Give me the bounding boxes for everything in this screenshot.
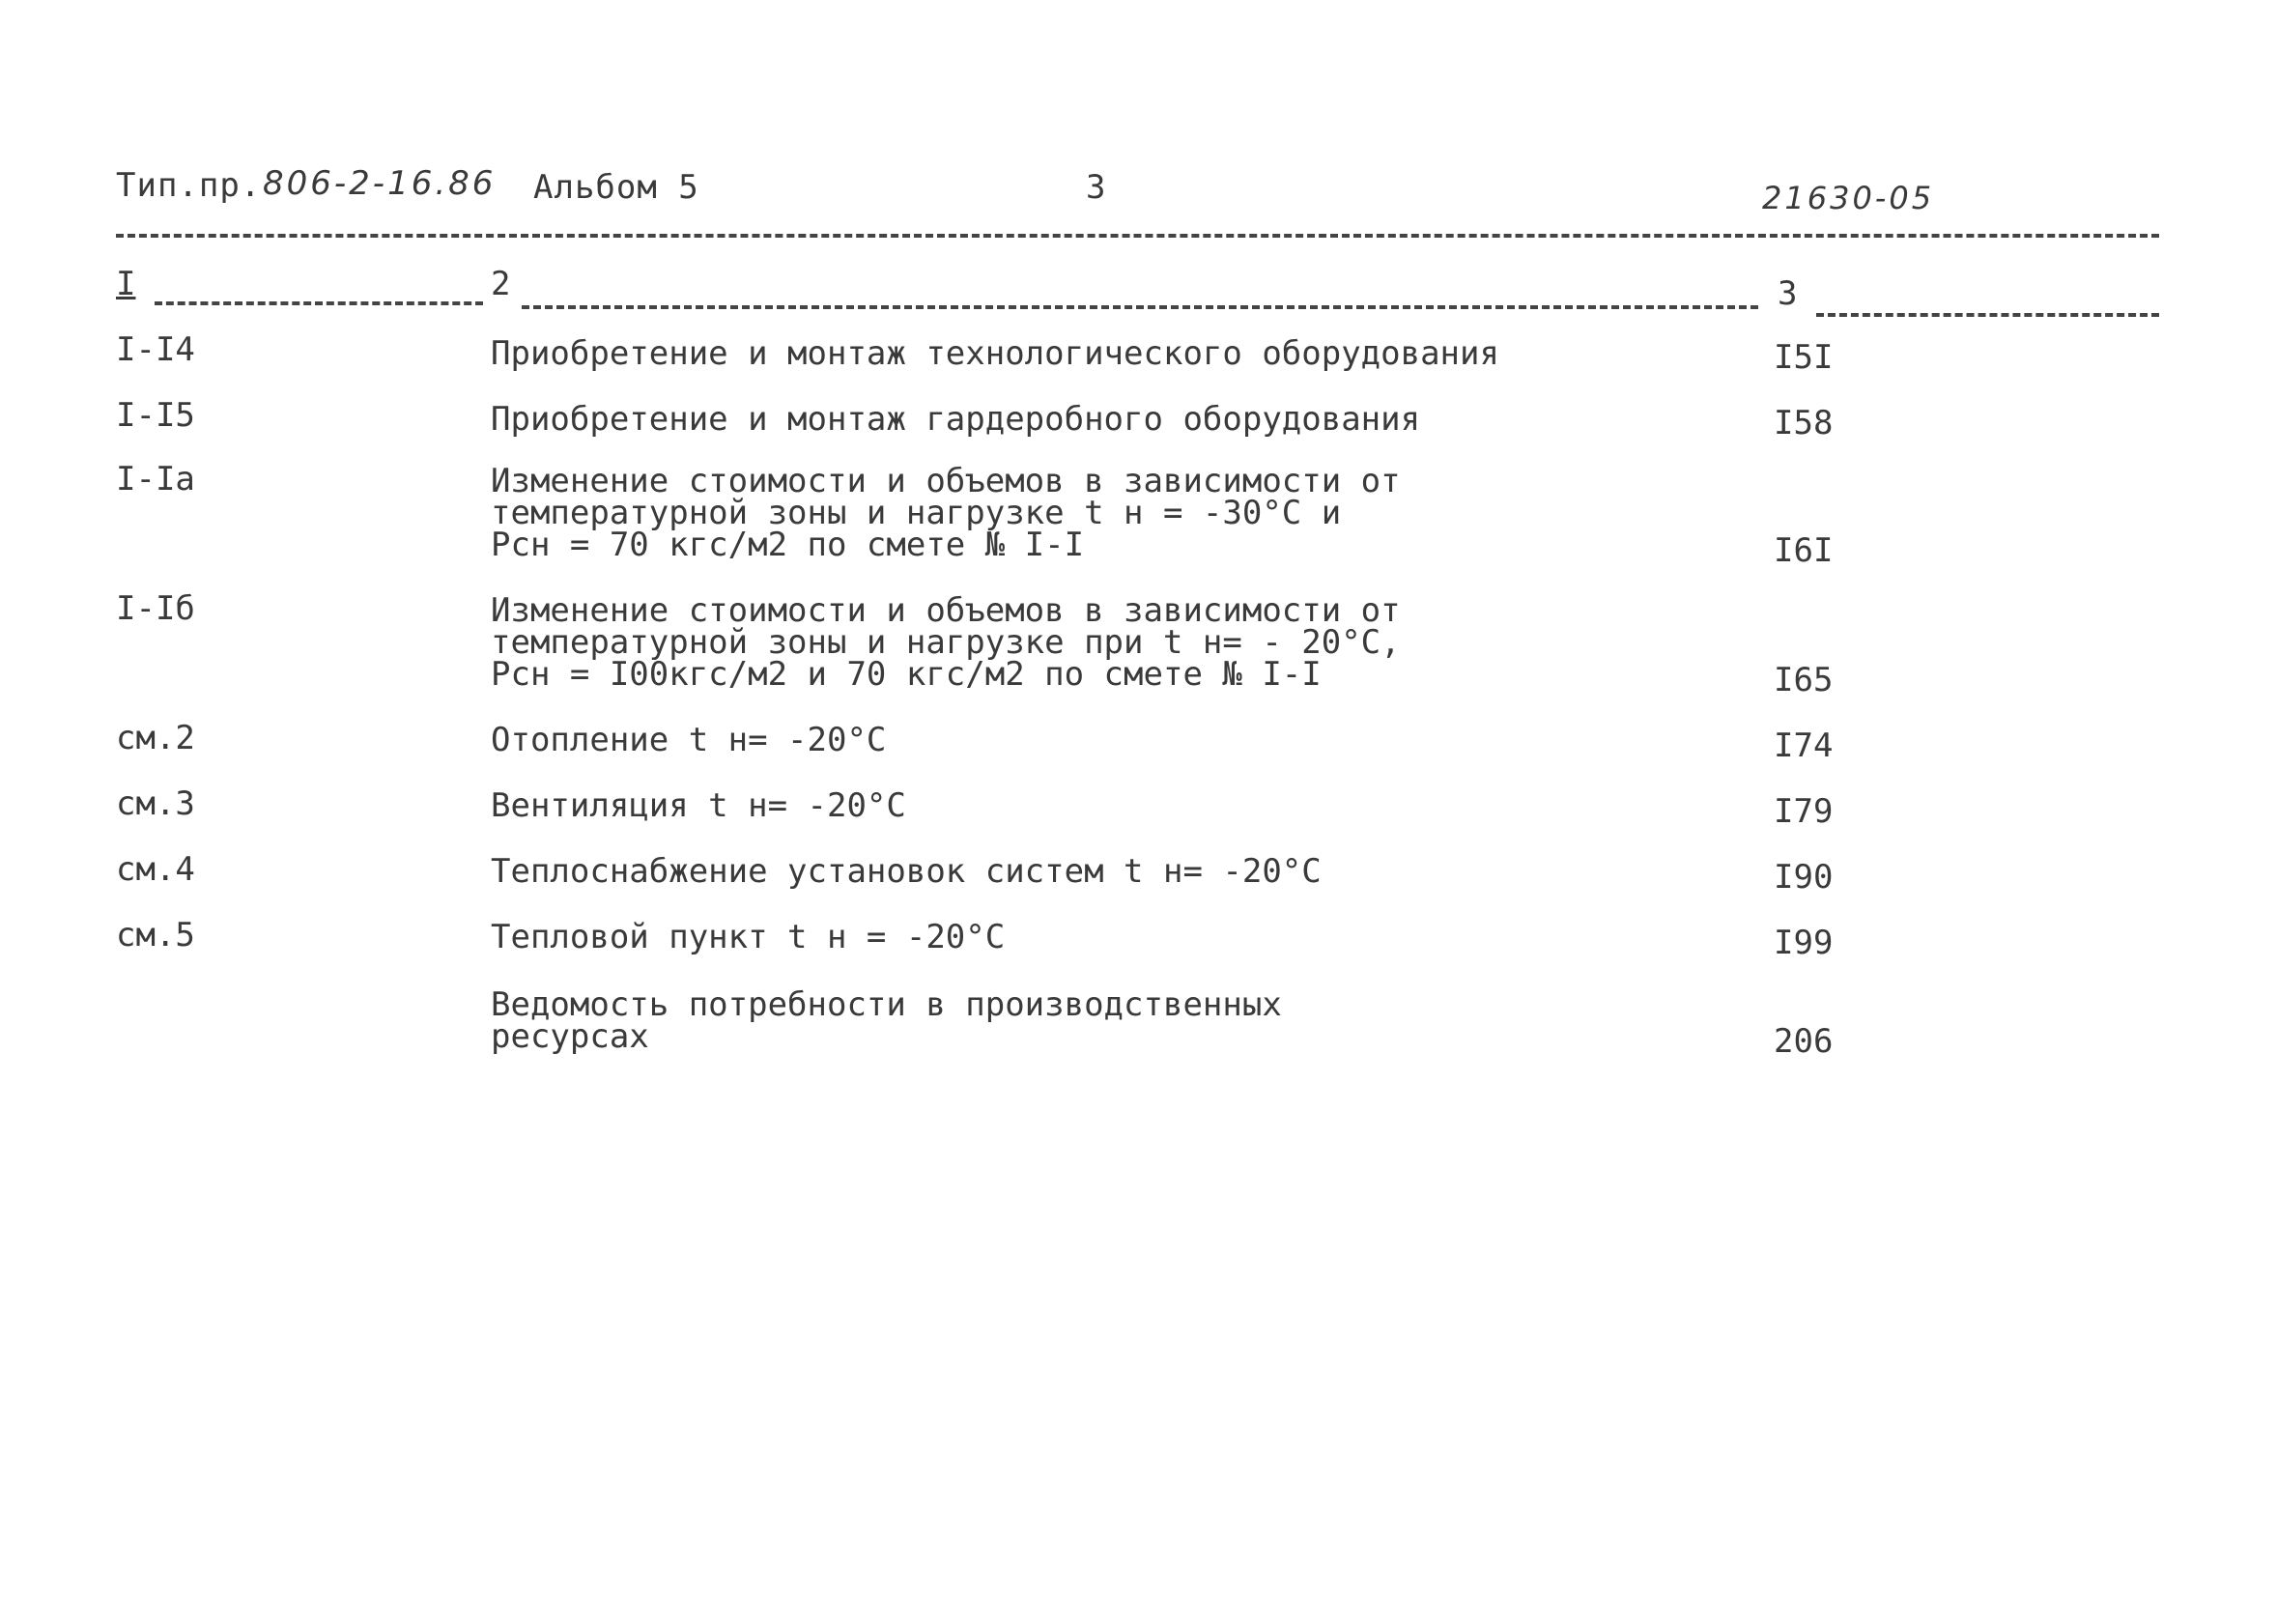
row-code: см.2 bbox=[116, 719, 195, 757]
column-header-rule-3 bbox=[1816, 313, 2159, 317]
header-project-number: 806-2-16.86 bbox=[263, 164, 497, 203]
row-page: I5I bbox=[1774, 338, 1834, 377]
header-album: Альбом 5 bbox=[533, 168, 699, 207]
header-prefix: Тип.пр. bbox=[116, 166, 262, 205]
row-page: I90 bbox=[1774, 858, 1834, 897]
row-code: см.3 bbox=[116, 784, 195, 823]
row-code: I-Iа bbox=[116, 460, 195, 499]
row-description bbox=[491, 918, 1006, 956]
row-description bbox=[491, 852, 1322, 891]
header-document-code: 21630-05 bbox=[1762, 180, 1935, 216]
row-code: I-Iб bbox=[116, 589, 195, 628]
row-description bbox=[491, 400, 1421, 439]
row-description-line: Приобретение и монтаж гардеробного оборудования bbox=[491, 400, 1421, 439]
row-code: I-I5 bbox=[116, 396, 195, 435]
row-page: I79 bbox=[1774, 792, 1834, 831]
row-description-line: ресурсах bbox=[491, 1017, 649, 1056]
row-code: см.4 bbox=[116, 850, 195, 889]
row-description bbox=[491, 591, 1401, 694]
row-description-line: Изменение стоимости и объемов в зависимости от bbox=[491, 591, 1401, 630]
header-divider bbox=[116, 234, 2159, 238]
column-header-rule-1 bbox=[155, 301, 483, 305]
column-header-1: I bbox=[116, 265, 136, 303]
row-page: 206 bbox=[1774, 1022, 1834, 1061]
column-header-2: 2 bbox=[491, 265, 511, 303]
row-description bbox=[491, 985, 1282, 1056]
row-page: I65 bbox=[1774, 661, 1834, 699]
column-header-rule-2 bbox=[522, 305, 1758, 309]
row-description-line: температурной зоны и нагрузке t н = -30°С и bbox=[491, 494, 1342, 532]
row-page: I99 bbox=[1774, 924, 1834, 962]
row-description bbox=[491, 462, 1401, 564]
row-description bbox=[491, 721, 887, 759]
row-description bbox=[491, 786, 906, 825]
header-page-number: 3 bbox=[1086, 168, 1107, 207]
row-page: I74 bbox=[1774, 727, 1834, 765]
row-description-line: Теплоснабжение установок систем t н= -20°С bbox=[491, 852, 1322, 891]
column-header-3: 3 bbox=[1778, 274, 1798, 313]
row-description-line: Приобретение и монтаж технологического оборудования bbox=[491, 334, 1499, 373]
row-description-line: температурной зоны и нагрузке при t н= - 20°С, bbox=[491, 623, 1401, 662]
row-page: I6I bbox=[1774, 531, 1834, 570]
row-code: см.5 bbox=[116, 916, 195, 954]
row-description-line: Отопление t н= -20°С bbox=[491, 721, 887, 759]
row-description-line: Изменение стоимости и объемов в зависимости от bbox=[491, 462, 1401, 500]
row-description-line: Ведомость потребности в производственных bbox=[491, 985, 1282, 1024]
row-code: I-I4 bbox=[116, 330, 195, 369]
row-description-line: Тепловой пункт t н = -20°С bbox=[491, 918, 1006, 956]
row-description bbox=[491, 334, 1499, 373]
row-description-line: Вентиляция t н= -20°С bbox=[491, 786, 906, 825]
row-description-line: Рсн = I00кгс/м2 и 70 кгс/м2 по смете № I-I bbox=[491, 655, 1322, 694]
row-page: I58 bbox=[1774, 404, 1834, 442]
row-description-line: Рсн = 70 кгс/м2 по смете № I-I bbox=[491, 526, 1085, 564]
